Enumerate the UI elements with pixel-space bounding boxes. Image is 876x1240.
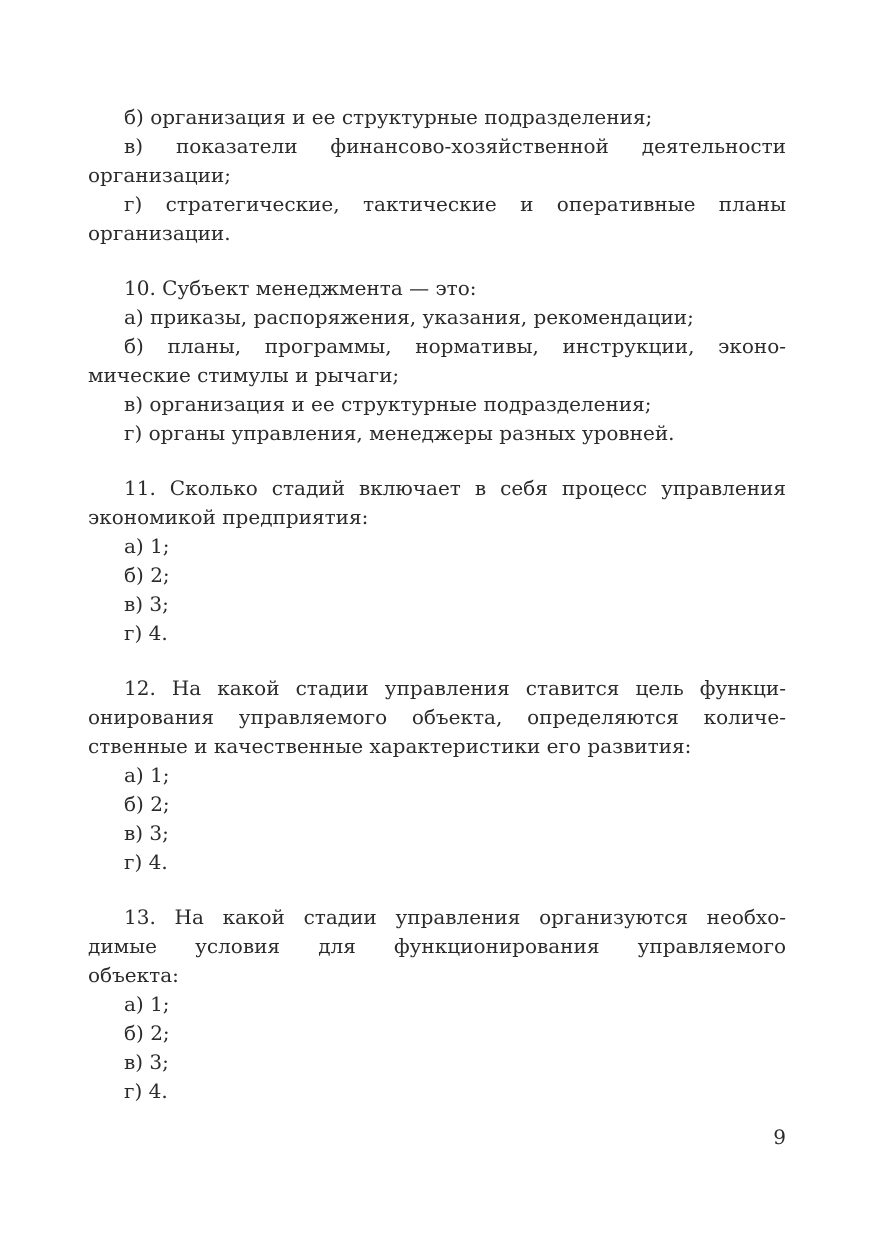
text-line: онирования управляемого объекта, определяются количе- [88, 705, 786, 729]
text-line: мические стимулы и рычаги; [88, 363, 400, 387]
text-line: экономикой предприятия: [88, 505, 369, 529]
text-line: димые условия для функционирования управляемого [88, 934, 786, 958]
text-line: г) 4. [124, 621, 168, 645]
text-line: ственные и качественные характеристики его развития: [88, 734, 692, 758]
text-line: б) 2; [124, 792, 170, 816]
question-block [88, 274, 786, 448]
text-line: объекта: [88, 963, 179, 987]
text-line: б) 2; [124, 563, 170, 587]
text-line: в) 3; [124, 592, 169, 616]
question-block [88, 474, 786, 648]
text-line: а) приказы, распоряжения, указания, рекомендации; [124, 305, 694, 329]
block-gap [88, 448, 786, 474]
page-number: 9 [773, 1125, 786, 1149]
block-gap [88, 248, 786, 274]
answer-options-continued [88, 103, 786, 248]
text-line: а) 1; [124, 534, 170, 558]
question-block [88, 674, 786, 877]
text-line: 13. На какой стадии управления организуются необхо- [124, 905, 786, 929]
block-gap [88, 648, 786, 674]
text-line: а) 1; [124, 763, 170, 787]
text-line: г) стратегические, тактические и оперативные планы [124, 192, 786, 216]
text-line: г) 4. [124, 1079, 168, 1103]
text-line: а) 1; [124, 992, 170, 1016]
text-line: 12. На какой стадии управления ставится цель функци- [124, 676, 786, 700]
text-line: организации; [88, 163, 231, 187]
text-line: г) органы управления, менеджеры разных уровней. [124, 421, 675, 445]
text-line: в) 3; [124, 821, 169, 845]
page-content [88, 103, 786, 1106]
text-line: г) 4. [124, 850, 168, 874]
question-block [88, 903, 786, 1106]
block-gap [88, 877, 786, 903]
text-line: в) 3; [124, 1050, 169, 1074]
text-line: 10. Субъект менеджмента — это: [124, 276, 477, 300]
text-line: б) 2; [124, 1021, 170, 1045]
text-line: 11. Сколько стадий включает в себя процесс управления [124, 476, 786, 500]
text-line: б) организация и ее структурные подразделения; [124, 105, 653, 129]
text-line: в) организация и ее структурные подразделения; [124, 392, 652, 416]
text-line: б) планы, программы, нормативы, инструкции, эконо- [124, 334, 786, 358]
text-line: организации. [88, 221, 231, 245]
text-line: в) показатели финансово-хозяйственной деятельности [124, 134, 786, 158]
